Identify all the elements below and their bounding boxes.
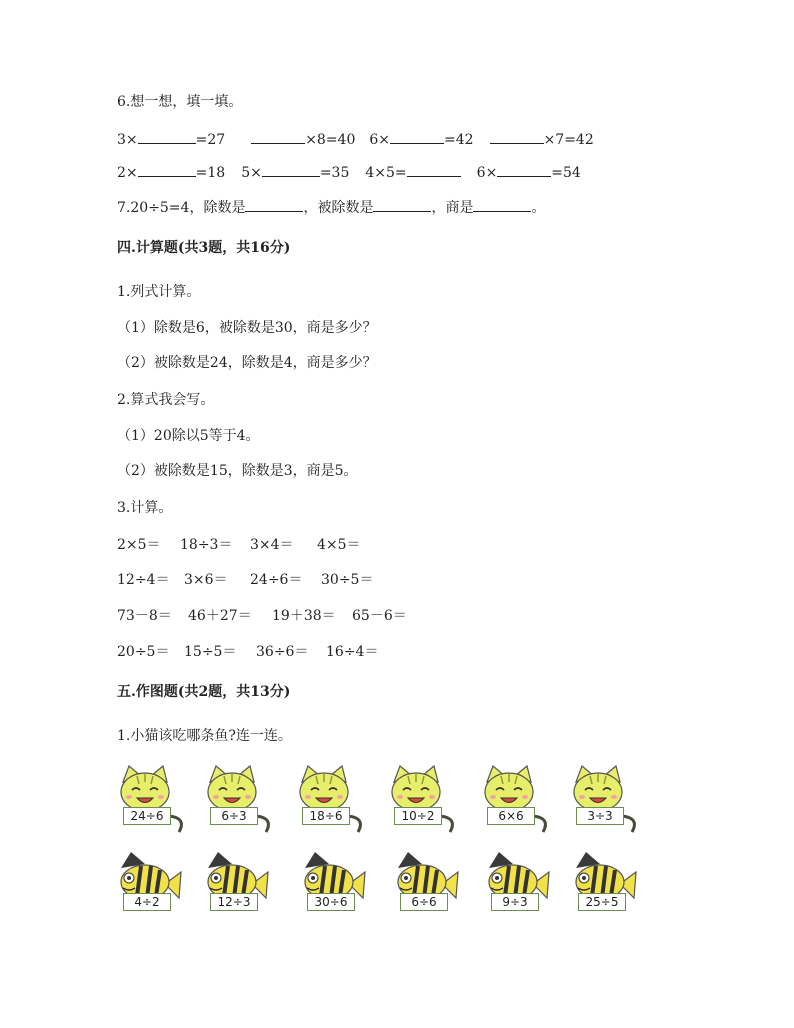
cat-picture <box>294 764 370 836</box>
fish-picture <box>570 850 646 922</box>
fish-expression-card[interactable]: 30÷6 <box>307 893 355 911</box>
fish-expression-card[interactable]: 4÷2 <box>123 893 171 911</box>
cat-expression-card[interactable]: 3÷3 <box>576 807 624 825</box>
calc-expression: 24÷6＝ <box>250 572 303 588</box>
s4-problem-2-item-1: （1）20除以5等于4。 <box>117 428 260 444</box>
calc-row <box>117 535 387 555</box>
calc-expression: 4×5＝ <box>317 537 361 553</box>
cat-picture <box>386 764 462 836</box>
calc-expression: 20÷5＝ <box>117 644 170 660</box>
s4-problem-3-title: 3.计算。 <box>117 500 173 516</box>
calc-expression: 73－8＝ <box>117 608 172 624</box>
answer-blank[interactable] <box>473 197 531 212</box>
fish-picture <box>392 850 468 922</box>
answer-blank[interactable] <box>262 162 320 177</box>
s4-problem-1-item-1: （1）除数是6，被除数是30，商是多少？ <box>117 320 377 336</box>
calc-expression: 65－6＝ <box>352 608 407 624</box>
s4-problem-2-item-2: （2）被除数是15，除数是3，商是5。 <box>117 463 358 479</box>
q6-title: 6.想一想，填一填。 <box>117 94 243 110</box>
s4-problem-1-item-2: （2）被除数是24，除数是4，商是多少？ <box>117 355 377 371</box>
q7-text: 。 <box>531 200 546 216</box>
answer-blank[interactable] <box>490 129 544 144</box>
answer-blank[interactable] <box>497 162 551 177</box>
fish-expression-card[interactable]: 6÷6 <box>400 893 448 911</box>
eq-text: =27 <box>195 132 226 148</box>
calc-expression: 2×5＝ <box>117 537 161 553</box>
answer-blank[interactable] <box>138 162 196 177</box>
s4-problem-2-title: 2.算式我会写。 <box>117 392 215 408</box>
q7-text: ，商是 <box>431 200 474 216</box>
eq-text: 6× <box>369 132 391 148</box>
q7-text: 7.20÷5=4，除数是 <box>117 200 246 216</box>
eq-text: 6× <box>476 165 498 181</box>
answer-blank[interactable] <box>138 129 196 144</box>
s4-problem-1-title: 1.列式计算。 <box>117 284 201 300</box>
cat-expression-card[interactable]: 18÷6 <box>302 807 350 825</box>
calc-expression: 15÷5＝ <box>184 644 237 660</box>
answer-blank[interactable] <box>251 129 305 144</box>
cat-picture <box>479 764 555 836</box>
answer-blank[interactable] <box>373 197 431 212</box>
calc-expression: 12÷4＝ <box>117 572 170 588</box>
calc-expression: 19＋38＝ <box>272 608 336 624</box>
calc-expression: 3×6＝ <box>184 572 228 588</box>
s5-problem-1-title: 1.小猫该吃哪条鱼?连一连。 <box>117 728 292 744</box>
q6-row-2 <box>117 162 581 183</box>
answer-blank[interactable] <box>407 162 461 177</box>
section-5-heading: 五.作图题(共2题，共13分) <box>117 684 291 700</box>
fish-expression-card[interactable]: 25÷5 <box>578 893 626 911</box>
fish-expression-card[interactable]: 12÷3 <box>210 893 258 911</box>
q6-row-1 <box>117 129 594 150</box>
cat-expression-card[interactable]: 6÷3 <box>210 807 258 825</box>
eq-text: 5× <box>241 165 262 181</box>
fish-expression-card[interactable]: 9÷3 <box>491 893 539 911</box>
calc-expression: 36÷6＝ <box>256 644 309 660</box>
cat-expression-card[interactable]: 10÷2 <box>394 807 442 825</box>
calc-expression: 16÷4＝ <box>326 644 379 660</box>
q7-text: ，被除数是 <box>303 200 374 216</box>
calc-expression: 46＋27＝ <box>188 608 252 624</box>
calc-row <box>117 606 422 626</box>
cat-picture <box>202 764 278 836</box>
eq-text: 2× <box>117 165 138 181</box>
eq-text: =54 <box>551 165 581 181</box>
calc-row <box>117 642 396 662</box>
eq-text: =42 <box>444 132 474 148</box>
eq-text: 4×5= <box>365 165 407 181</box>
q7-line <box>117 197 545 218</box>
calc-expression: 30÷5＝ <box>321 572 374 588</box>
fish-picture <box>483 850 559 922</box>
calc-expression: 18÷3＝ <box>180 537 233 553</box>
eq-text: ×7=42 <box>543 132 594 148</box>
calc-expression: 3×4＝ <box>250 537 294 553</box>
calc-row <box>117 570 391 590</box>
fish-picture <box>299 850 375 922</box>
section-4-heading: 四.计算题(共3题，共16分) <box>117 240 291 256</box>
eq-text: ×8=40 <box>305 132 356 148</box>
eq-text: 3× <box>117 132 138 148</box>
answer-blank[interactable] <box>245 197 303 212</box>
cat-picture <box>115 764 191 836</box>
eq-text: =18 <box>195 165 226 181</box>
eq-text: =35 <box>319 165 350 181</box>
cat-expression-card[interactable]: 6×6 <box>487 807 535 825</box>
answer-blank[interactable] <box>390 129 444 144</box>
cat-expression-card[interactable]: 24÷6 <box>123 807 171 825</box>
fish-picture <box>202 850 278 922</box>
fish-picture <box>115 850 191 922</box>
cat-picture <box>568 764 644 836</box>
